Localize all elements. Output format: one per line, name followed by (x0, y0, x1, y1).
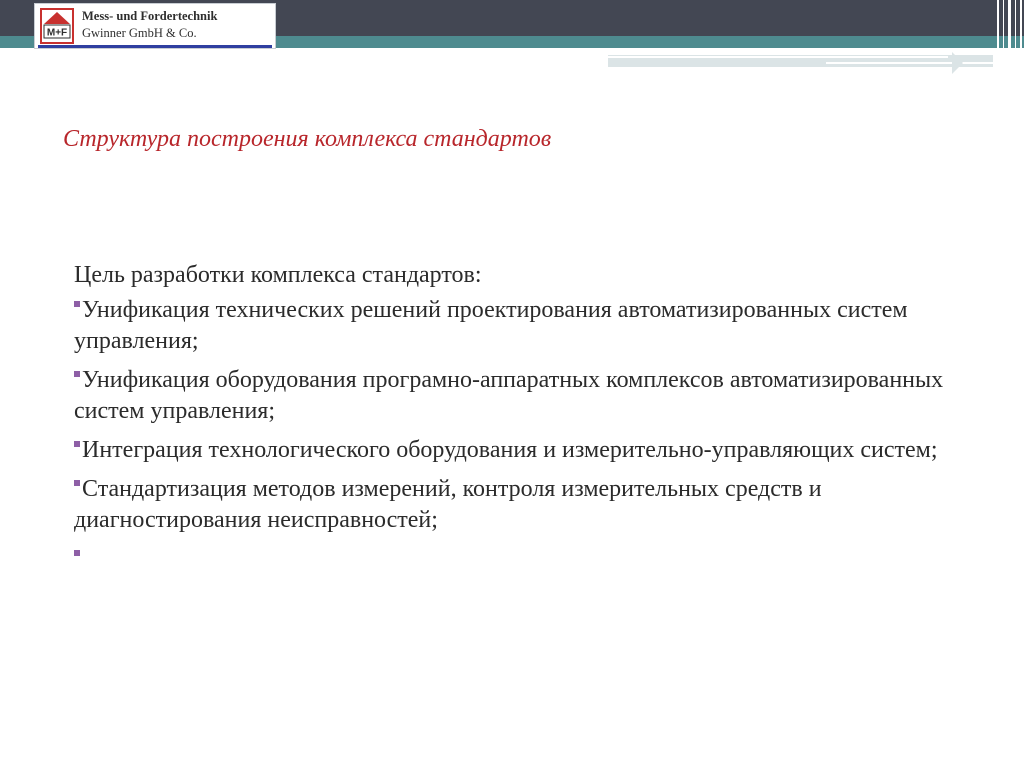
bullet-text: Унификация технических решений проектирования автоматизированных систем управления; (74, 297, 908, 354)
bullet-square-icon (74, 480, 80, 486)
bullet-square-icon (74, 441, 80, 447)
bullet-text: Унификация оборудования програмно-аппаратных комплексов автоматизированных систем управления; (74, 367, 944, 424)
arrow-decoration-icon (952, 52, 963, 74)
bullet-item (74, 295, 974, 357)
company-logo (34, 3, 276, 49)
body-intro: Цель разработки комплекса стандартов: (74, 262, 482, 288)
bullet-item (74, 474, 974, 536)
emblem-text: M+F (46, 27, 68, 39)
logo-underline (38, 45, 272, 48)
bullet-text: Стандартизация методов измерений, контроля измерительных средств и диагностирования неисправностей; (74, 476, 822, 533)
bullet-item (74, 435, 974, 466)
mf-emblem-icon (40, 8, 74, 44)
header-accent-line-short (826, 62, 993, 64)
slide-title: Структура построения комплекса стандартов (63, 126, 552, 152)
bullet-item (74, 365, 974, 427)
vertical-stripes-decoration (993, 0, 1024, 68)
slide-body (74, 260, 974, 583)
bullet-square-icon (74, 371, 80, 377)
company-name: Mess- und Fordertechnik (82, 9, 218, 23)
bullet-square-icon (74, 301, 80, 307)
bullet-square-icon (74, 550, 80, 556)
bullet-text: Интеграция технологического оборудования и измерительно-управляющих систем; (82, 437, 938, 463)
bullet-item-empty (74, 544, 974, 575)
company-legal-name: Gwinner GmbH & Co. (82, 26, 197, 40)
header-accent-line (608, 56, 948, 58)
